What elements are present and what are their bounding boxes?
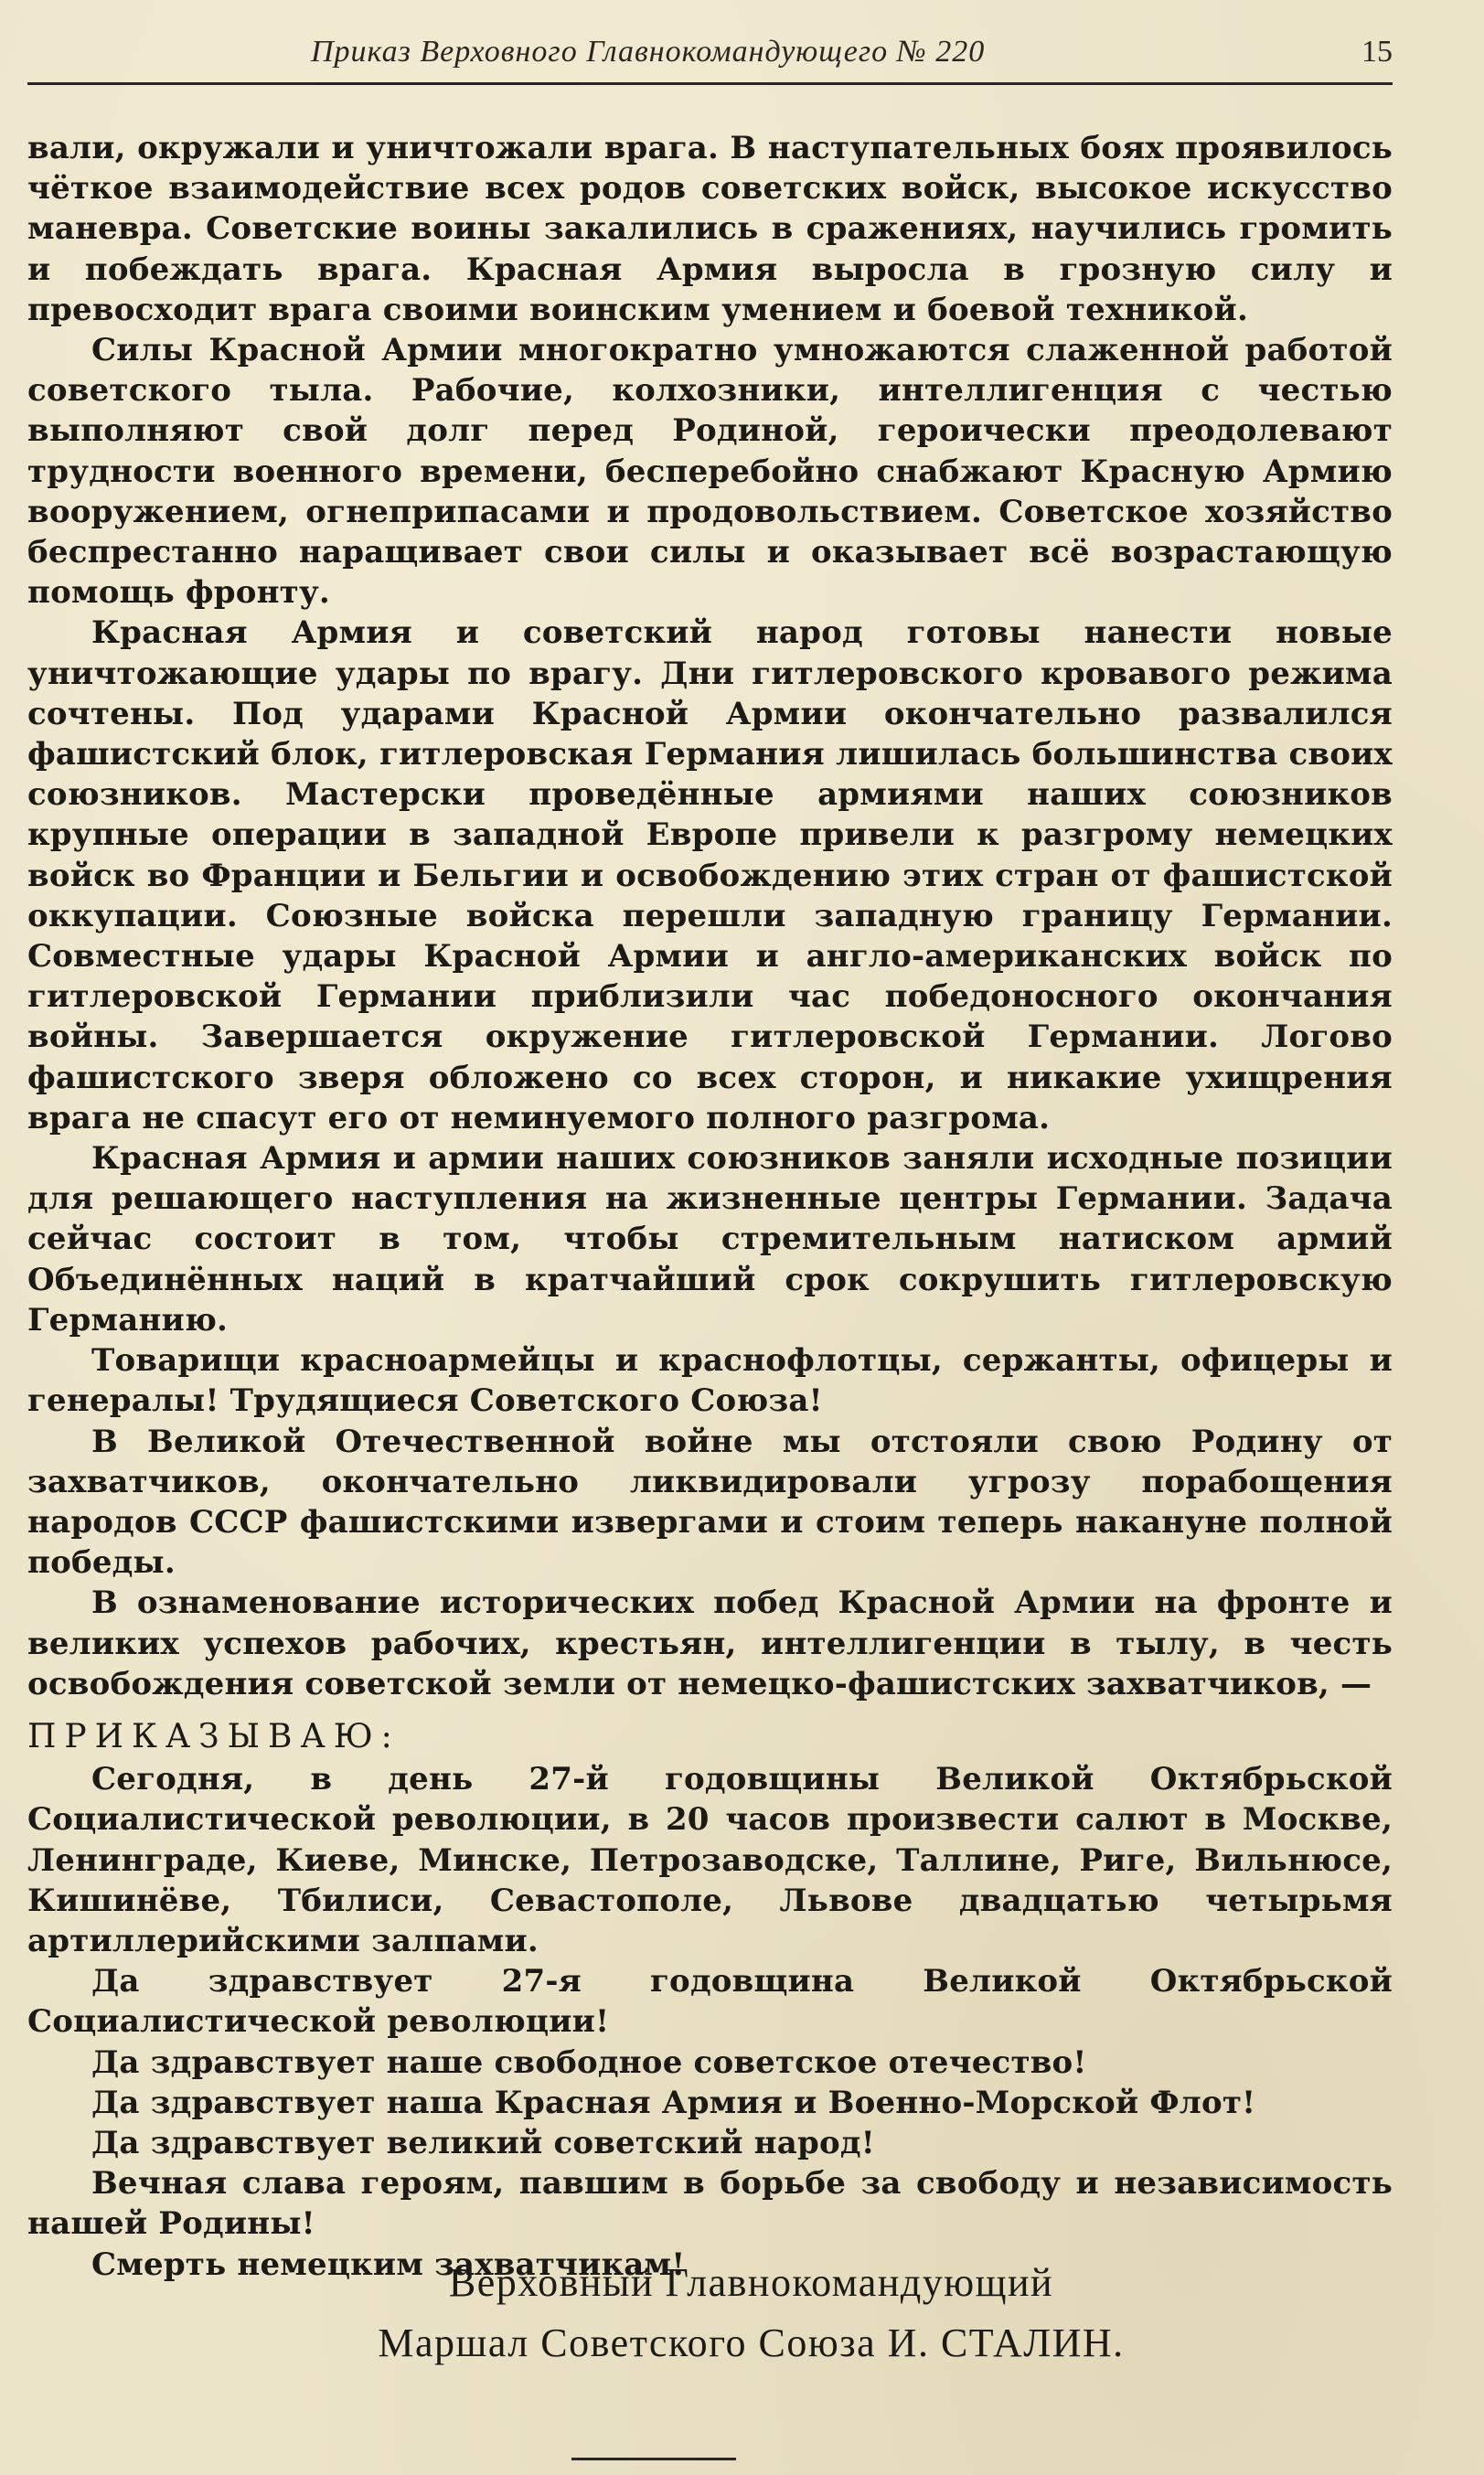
order-item: Да здравствует 27-я годовщина Великой Октябрьской Социалистической революции!	[27, 1963, 1393, 2041]
page-number: 15	[1361, 35, 1393, 69]
paragraph: Силы Красной Армии многократно умножаются слаженной работой советского тыла. Рабочие, колхозники, интеллигенция с честью выполняют свой долг перед Родиной, героически преодолевают трудности военного времени, бесперебойно снабжают Красную Армию вооружением, огнеприпасами и продовольствием. Советское хозяйство беспрестанно наращивает свои силы и оказывает всё возрастающую помощь фронту.	[27, 332, 1393, 612]
header-title: Приказ Верховного Главнокомандующего № 220	[311, 35, 986, 69]
order-item: Да здравствует великий советский народ!	[91, 2124, 875, 2161]
paragraph: Красная Армия и советский народ готовы нанести новые уничтожающие удары по врагу. Дни гитлеровского кровавого режима сочтены. Под ударами Красной Армии окончательно развалился фашистский блок, гитлеровская Германия лишилась большинства своих союзников. Мастерски проведённые армиями наших союзников крупные операции в западной Европе привели к разгрому немецких войск во Франции и Бельгии и освобождению этих стран от фашистской оккупации. Союзные войска перешли западную границу Германии. Совместные удары Красной Армии и англо-американских войск по гитлеровской Германии приблизили час победоносного окончания войны. Завершается окружение гитлеровской Германии. Логово фашистского зверя обложено со всех сторон, и никакие ухищрения врага не спасут его от неминуемого полного разгрома.	[27, 614, 1393, 1136]
signature-name: Маршал Советского Союза И. СТАЛИН.	[378, 2320, 1125, 2365]
signature-title: Верховный Главнокомандующий	[448, 2260, 1054, 2305]
paragraph: Красная Армия и армии наших союзников заняли исходные позиции для решающего наступления на жизненные центры Германии. Задача сейчас состоит в том, чтобы стремительным натиском армий Объединённых наций в кратчайший срок сокрушить гитлеровскую Германию.	[27, 1140, 1393, 1339]
order-heading: ПРИКАЗЫВАЮ:	[27, 1717, 400, 1755]
bottom-rule	[571, 2458, 736, 2460]
order-items	[27, 1759, 1393, 2285]
signature-block	[27, 2253, 1393, 2374]
order-item: Сегодня, в день 27-й годовщины Великой Октябрьской Социалистической революции, в 20 часов произвести салют в Москве, Ленинграде, Киеве, Минске, Петрозаводске, Таллине, Риге, Вильнюсе, Кишинёве, Тбилиси, Севастополе, Львове двадцатью четырьмя артиллерийскими залпами.	[27, 1761, 1393, 1959]
order-item: Вечная слава героям, павшим в борьбе за свободу и независимость нашей Родины!	[27, 2165, 1393, 2243]
paragraph: вали, окружали и уничтожали врага. В наступательных боях проявилось чёткое взаимодействие всех родов советских войск, высокое искусство маневра. Советские воины закалились в сражениях, научились громить и побеждать врага. Красная Армия выросла в грозную силу и превосходит врага своими воинским умением и боевой техникой.	[27, 130, 1393, 328]
running-header	[27, 35, 1393, 80]
body-text	[27, 128, 1393, 2285]
order-item: Смерть немецким захватчикам!	[91, 2246, 686, 2283]
order-item: Да здравствует наша Красная Армия и Военно-Морской Флот!	[91, 2084, 1256, 2121]
paragraph: В ознаменование исторических побед Красной Армии на фронте и великих успехов рабочих, крестьян, интеллигенции в тылу, в честь освобождения советской земли от немецко-фашистских захватчиков, —	[27, 1584, 1393, 1702]
header-rule	[27, 82, 1393, 85]
paragraph: В Великой Отечественной войне мы отстояли свою Родину от захватчиков, окончательно ликвидировали угрозу порабощения народов СССР фашистскими извергами и стоим теперь накануне полной победы.	[27, 1423, 1393, 1582]
paragraph: Товарищи красноармейцы и краснофлотцы, сержанты, офицеры и генералы! Трудящиеся Советского Союза!	[27, 1342, 1393, 1420]
order-item: Да здравствует наше свободное советское отечество!	[91, 2043, 1087, 2081]
